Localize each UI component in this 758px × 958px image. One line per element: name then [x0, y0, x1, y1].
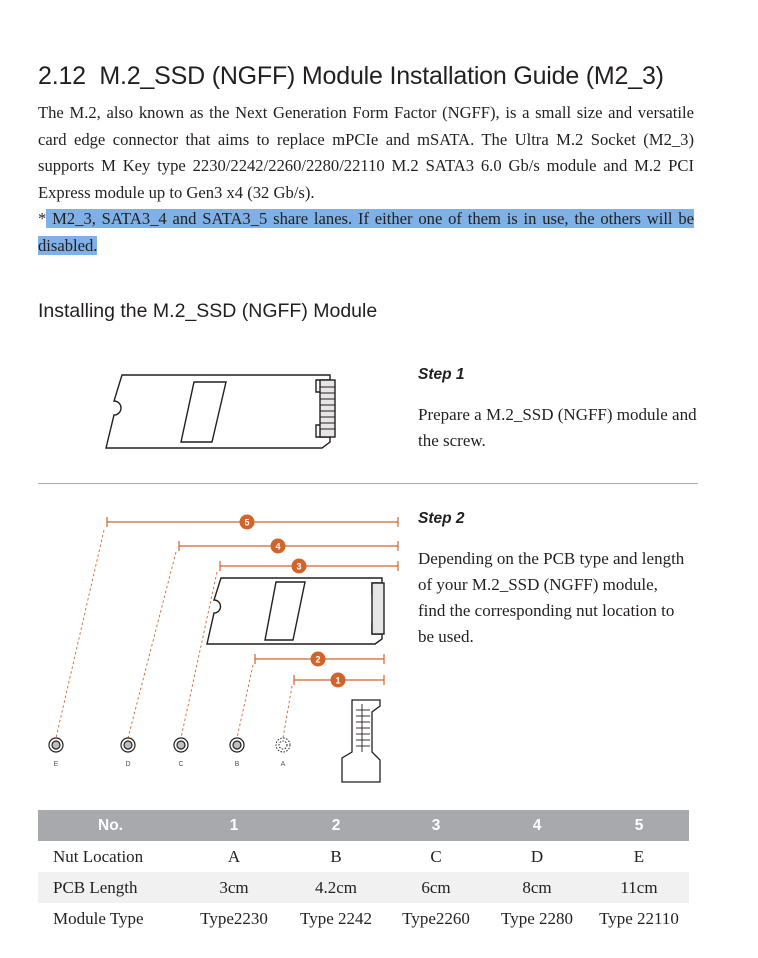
badge-1	[331, 673, 346, 688]
badge-4	[271, 539, 286, 554]
table-header-cell: 3	[387, 810, 485, 841]
table-cell: Type 22110	[599, 908, 679, 928]
nut-a	[276, 738, 290, 752]
dimension-line-3	[220, 561, 398, 571]
table-cell: Type2260	[402, 908, 470, 928]
m2-socket	[342, 700, 380, 782]
nut-label-e: E	[53, 761, 59, 768]
table-cell: 3cm	[183, 872, 285, 903]
nut-e	[49, 738, 63, 752]
table-row	[38, 903, 689, 934]
badge-2-label: 2	[315, 654, 321, 665]
step-divider	[38, 483, 698, 484]
note-marker: *	[38, 209, 47, 228]
table-header-cell: 2	[285, 810, 387, 841]
nut-c	[174, 738, 188, 752]
table-header-cell: 4	[485, 810, 589, 841]
badge-3-label: 3	[296, 561, 302, 572]
table-cell: D	[530, 846, 544, 866]
nut-label-b: B	[234, 761, 240, 768]
badge-5-label: 5	[244, 517, 250, 528]
table-cell: B	[330, 846, 342, 866]
table-cell: Type2230	[200, 908, 268, 928]
step-2-text: Depending on the PCB type and length of your M.2_SSD (NGFF) module, find the corresponding nut location to be used.	[418, 549, 685, 646]
table-cell: PCB Length	[38, 872, 183, 903]
nut-location-table	[38, 810, 689, 934]
badge-4-label: 4	[275, 541, 281, 552]
table-cell: 4.2cm	[285, 872, 387, 903]
ssd-module-illustration	[106, 375, 335, 448]
table-row	[38, 841, 689, 872]
nut-label-a: A	[280, 761, 286, 768]
badge-5	[240, 515, 255, 530]
table-cell: C	[430, 846, 442, 866]
table-cell: 11cm	[589, 872, 689, 903]
table-cell: E	[633, 846, 645, 866]
step-2-title: Step 2	[418, 510, 465, 527]
dimension-line-4	[179, 541, 398, 551]
nut-d	[121, 738, 135, 752]
table-header-cell: No.	[38, 810, 183, 841]
table-cell: 6cm	[387, 872, 485, 903]
section-number: 2.12	[38, 62, 86, 90]
table-header-cell: 5	[589, 810, 689, 841]
ssd-module-step2	[207, 578, 384, 644]
nut-label-c: C	[178, 761, 184, 768]
badge-2	[311, 652, 326, 667]
table-cell: A	[227, 846, 241, 866]
table-cell: Nut Location	[53, 846, 144, 866]
badge-3	[292, 559, 307, 574]
table-row	[38, 872, 689, 903]
table-cell: Type 2242	[300, 908, 372, 928]
table-cell: Type 2280	[501, 908, 573, 928]
intro-paragraph: The M.2, also known as the Next Generation Form Factor (NGFF), is a small size and versatile card edge connector that aims to replace mPCIe and mSATA. The Ultra M.2 Socket (M2_3) supports M Key type 2230/2242/2260/2280/22110 M.2 SATA3 6.0 Gb/s module and M.2 PCI Express module up to Gen3 x4 (32 Gb/s).	[38, 103, 694, 202]
nut-label-d: D	[125, 761, 131, 768]
step-1-text: Prepare a M.2_SSD (NGFF) module and the screw.	[418, 405, 697, 450]
note-text: M2_3, SATA3_4 and SATA3_5 share lanes. If either one of them is in use, the others will be disabled.	[38, 209, 694, 255]
table-header-row	[38, 810, 689, 841]
nut-b	[230, 738, 244, 752]
installing-heading: Installing the M.2_SSD (NGFF) Module	[38, 300, 378, 322]
table-cell: Module Type	[53, 908, 144, 928]
table-header-cell: 1	[183, 810, 285, 841]
section-title-text: M.2_SSD (NGFF) Module Installation Guide (M2_3)	[99, 62, 664, 90]
badge-1-label: 1	[335, 675, 341, 686]
step-1-title: Step 1	[418, 366, 465, 383]
table-cell: 8cm	[485, 872, 589, 903]
